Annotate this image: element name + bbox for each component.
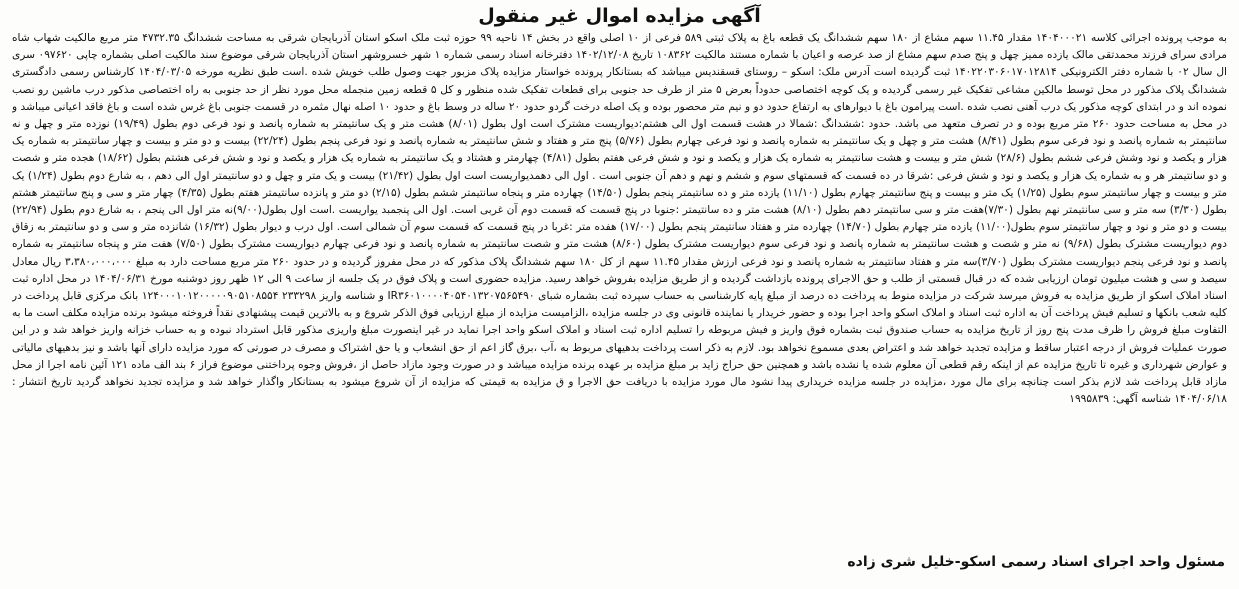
notice-title: آگهی مزایده اموال غیر منقول	[478, 5, 761, 27]
notice-signature: مسئول واحد اجرای اسناد رسمی اسکو-خلیل شری زاده	[847, 554, 1225, 570]
notice-body: به موجب پرونده اجرائی کلاسه ۱۴۰۴۰۰۰۲۱ مقدار ۱۱.۴۵ سهم مشاع از ۱۸۰ سهم ششدانگ یک قطعه باغ به پلاک ثبتی ۵۸۹ فرعی از ۱۰ اصلی واقع در بخش ۱۴ ناحیه ۹۹ حوزه ثبت ملک اسکو استان آذربایجان شرقی به مساحت ششدانگ ۴۷۳۲.۳۵ متر مربع مالکیت شهاب شاه مرادی سرای فرزند محمدتقی مالک یازده ممیز چهل و پنج صدم سهم مشاع از صد عرصه و اعیان با شماره مستند مالکیت ۱۰۸۳۶۲ تاریخ ۱۴۰۲/۱۲/۰۸ دفترخانه اسناد رسمی شماره ۱ شهر خسروشهر استان آذربایجان شرقی موضوع سند مالکیت اصلی بشماره چاپی ۰۹۷۶۲۰ سری ال سال ۰۲ با شماره دفتر الکترونیکی ۱۴۰۲۲۰۳۰۶۰۱۷۰۱۲۸۱۴ ثبت گردیده است آدرس ملک: اسکو – روستای قسقندیس میباشد که بستانکار پرونده خواستار مزایده پلاک مزبور جهت وصول طلب خویش شده .است طبق نظریه مورخه ۱۴۰۴/۰۳/۰۵ کارشناس رسمی دادگستری ششدانگ پلاک مذکور در محل توسط مالکین مشاعی تفکیک غیر رسمی گردیده و یک کوچه اختصاصی حدوداً بعرض ۵ متر از طرف حد جنوبی برای قطعات تفکیک شده منظور و کل ۵ قطعه زمین منجمله محل مورد نظر از حد جنوبی به راه اختصاصی مذکور درب ماشین رو نصب نموده اند و در ابتدای کوچه مذکور یک درب آهنی نصب شده .است پیرامون باغ با دیوارهای به ارتفاع حدود دو و نیم متر محصور بوده و یک اصله درخت گردو حدود ۲۰ ساله در وسط باغ و حدود ۱۰ اصله نهال مثمره در قسمت جنوبی باغ غرس شده است و باغ فاقد اعیانی میباشد و در محل به مساحت حدود ۲۶۰ متر مربع بوده و در تصرف متعهد می باشد. حدود :ششدانگ :شمالا در هشت قسمت اول الی هشتم:دیواریست مشترک است اول بطول (۸/۰۱) هشت متر و یک سانتیمتر به شماره پانصد و نود فرعی دوم بطول (۱۹/۴۹) نوزده متر و چهل و نه سانتیمتر به شماره پانصد و نود فرعی سوم بطول (۸/۴۱) هشت متر و چهل و یک سانتیمتر به شماره پانصد و نود فرعی چهارم بطول (۵/۷۶) پنج متر و هفتاد و شش سانتیمتر به شماره پانصد و نود فرعی پنجم بطول (۲۲/۲۴) بیست و دو متر و بیست و چهار سانتیمتر به شماره یک هزار و یکصد و نود وشش فرعی ششم بطول (۲۸/۶) شش متر و بیست و هشت سانتیمتر به شماره یک هزار و یکصد و نود و شش فرعی هفتم بطول (۴/۸۱) چهارمتر و هشتاد و یک سانتیمتر به شماره یک هزار و یکصد و نود و شش فرعی هشتم بطول (۱۸/۶۲) هجده متر و شصت و دو سانتیمتر هر و به شماره یک هزار و یکصد و نود و شش فرعی :شرقا در ده قسمت که قسمتهای سوم و ششم و نهم و دهم آن جنوبی است . اول الی دهمدیواریست است اول بطول (۲۱/۴۲) بیست و یک متر و چهل و دو سانتیمتر اول الی دهم ، به شارع دوم بطول (۱/۲۴) یک متر و بیست و چهار سانتیمتر سوم بطول (۱/۲۵) یک متر و بیست و پنج سانتیمتر چهارم بطول (۱۱/۱۰) یازده متر و ده سانتیمتر پنجم بطول (۱۴/۵۰) چهارده متر و پنجاه سانتیمتر ششم بطول (۲/۱۵) دو متر و پانزده سانتیمتر هفتم بطول (۴/۳۵) چهار متر و سی و پنج سانتیمتر هشتم بطول (۳/۳۰) سه متر و سی سانتیمتر نهم بطول (۷/۳۰)هفت متر و سی سانتیمتر دهم بطول (۸/۱۰) هشت متر و ده سانتیمتر :جنوبا در پنج قسمت که قسمت دوم آن غربی است. اول الی پنجمبد یواریست .است اول بطول(۹/۰۰)نه متر اول الی پنجم ، به شارع دوم بطول (۲۲/۹۴) بیست و دو متر و نود و چهار سانتیمتر سوم بطول(۱۱/۰۰) یازده متر چهارم بطول (۱۴/۷۰) چهارده متر و هفتاد سانتیمتر پنجم بطول (۱۷/۰۰) هفده متر :غربا در پنج قسمت که قسمت سوم آن شمالی است. اول درب و دیوار بطول (۱۶/۳۲) شانزده متر و سی و دو سانتیمتر به زقاق دوم دیواریست مشترک بطول (۹/۶۸) نه متر و شصت و هشت سانتیمتر به شماره پانصد و نود فرعی سوم دیواریست مشترک بطول (۸/۶۰) هشت متر و شصت سانتیمتر به شماره پانصد و نود فرعی چهارم دیواریست مشترک بطول (۷/۵۰) هفت متر و پنجاه سانتیمتر به شماره پانصد و نود فرعی پنجم دیواریست مشترک بطول (۳/۷۰)سه متر و هفتاد سانتیمتر به شماره پانصد و نود فرعی ارزش مقدار ۱۱.۴۵ سهم از کل ۱۸۰ سهم ششدانگ پلاک مذکور که در محل مفروز گردیده و در حدود ۲۶۰ متر مربع مساحت دارد به مبلغ ۳،۳۸۰،۰۰۰،۰۰۰ ریال معادل سیصد و سی و هشت میلیون تومان ارزیابی شده که در قبال قسمتی از طلب و حق الاجرای پرونده بازداشت گردیده و از طریق مزایده بفروش خواهد رسید. مزایده حضوری است و پلاک فوق در یک جلسه از ساعت ۹ الی ۱۲ ظهر روز دوشنبه مورخ ۱۴۰۴/۰۶/۳۱ در محل اداره ثبت اسناد املاک اسکو از طریق مزایده به فروش میرسد شرکت در مزایده منوط به پرداخت ده درصد از مبلغ پایه کارشناسی به حساب سپرده ثبت بشماره شبای IR۳۶۰۱۰۰۰۰۴۰۵۴۰۱۳۲۰۷۵۶۵۴۹۰ و شناسه واریز ۲۳۳۲۹۸ ۱۲۴۰۰۰۱۰۱۲۰۰۰۰۰۹۰۵۱۰۸۵۵۴ بانک مرکزی قابل پرداخت در کلیه شعب بانکها و تسلیم فیش پرداخت آن به اداره ثبت اسناد و املاک اسکو واحد اجرا بوده و حضور خریدار یا نماینده قانونی وی در جلسه مزایده ،الزامیست مزایده از مبلغ ارزیابی فوق الذکر شروع و به بالاترین قیمت پیشنهادی نقداً فروخته میشود برنده مزایده مکلف است ما به التفاوت مبلغ فروش را ظرف مدت پنج روز از تاریخ مزایده به حساب صندوق ثبت بشماره فوق واریز و فیش مربوطه را تسلیم اداره ثبت اسناد و املاک اسکو واحد اجرا نماید در غیر اینصورت مبلغ واریزی مذکور قابل استرداد نبوده و به حساب خزانه واریز خواهد شد و در این صورت عملیات فروش از درجه اعتبار ساقط و مزایده تجدید خواهد شد و اعتراض بعدی مسموع نخواهد بود. لازم به ذکر است پرداخت بدهیهای مربوط به ،آب ،برق گاز اعم از حق انشعاب و یا حق اشتراک و مصرف در صورتی که مورد مزایده دارای آنها باشد و نیز بدهیهای مالیاتی و عوارض شهرداری و غیره تا تاریخ مزایده عم از اینکه رقم قطعی آن معلوم شده یا نشده باشد و همچنین حق حراج زاید بر مبلغ مزایده بر عهده برنده مزایده میباشد و در صورت وجود مازاد حاصل از ،فروش وجوه پرداختنی موضوع فراز ۶ بند الف ماده ۱۲۱ آئین نامه اجرا از محل مازاد قابل پرداخت شد لازم بذکر است چنانچه برای مال مورد ،مزایده در جلسه مزایده خریداری پیدا نشود مال مورد مزایده با دریافت حق الاجرا و ق مزایده به قیمتی که مزایده از آن شروع میشود به بستانکار واگذار خواهد شد و مزایده تجدید نخواهد گردید تاریخ انتشار : ۱۴۰۴/۰۶/۱۸ شناسه آگهی: ۱۹۹۵۸۳۹	[12, 32, 1227, 406]
